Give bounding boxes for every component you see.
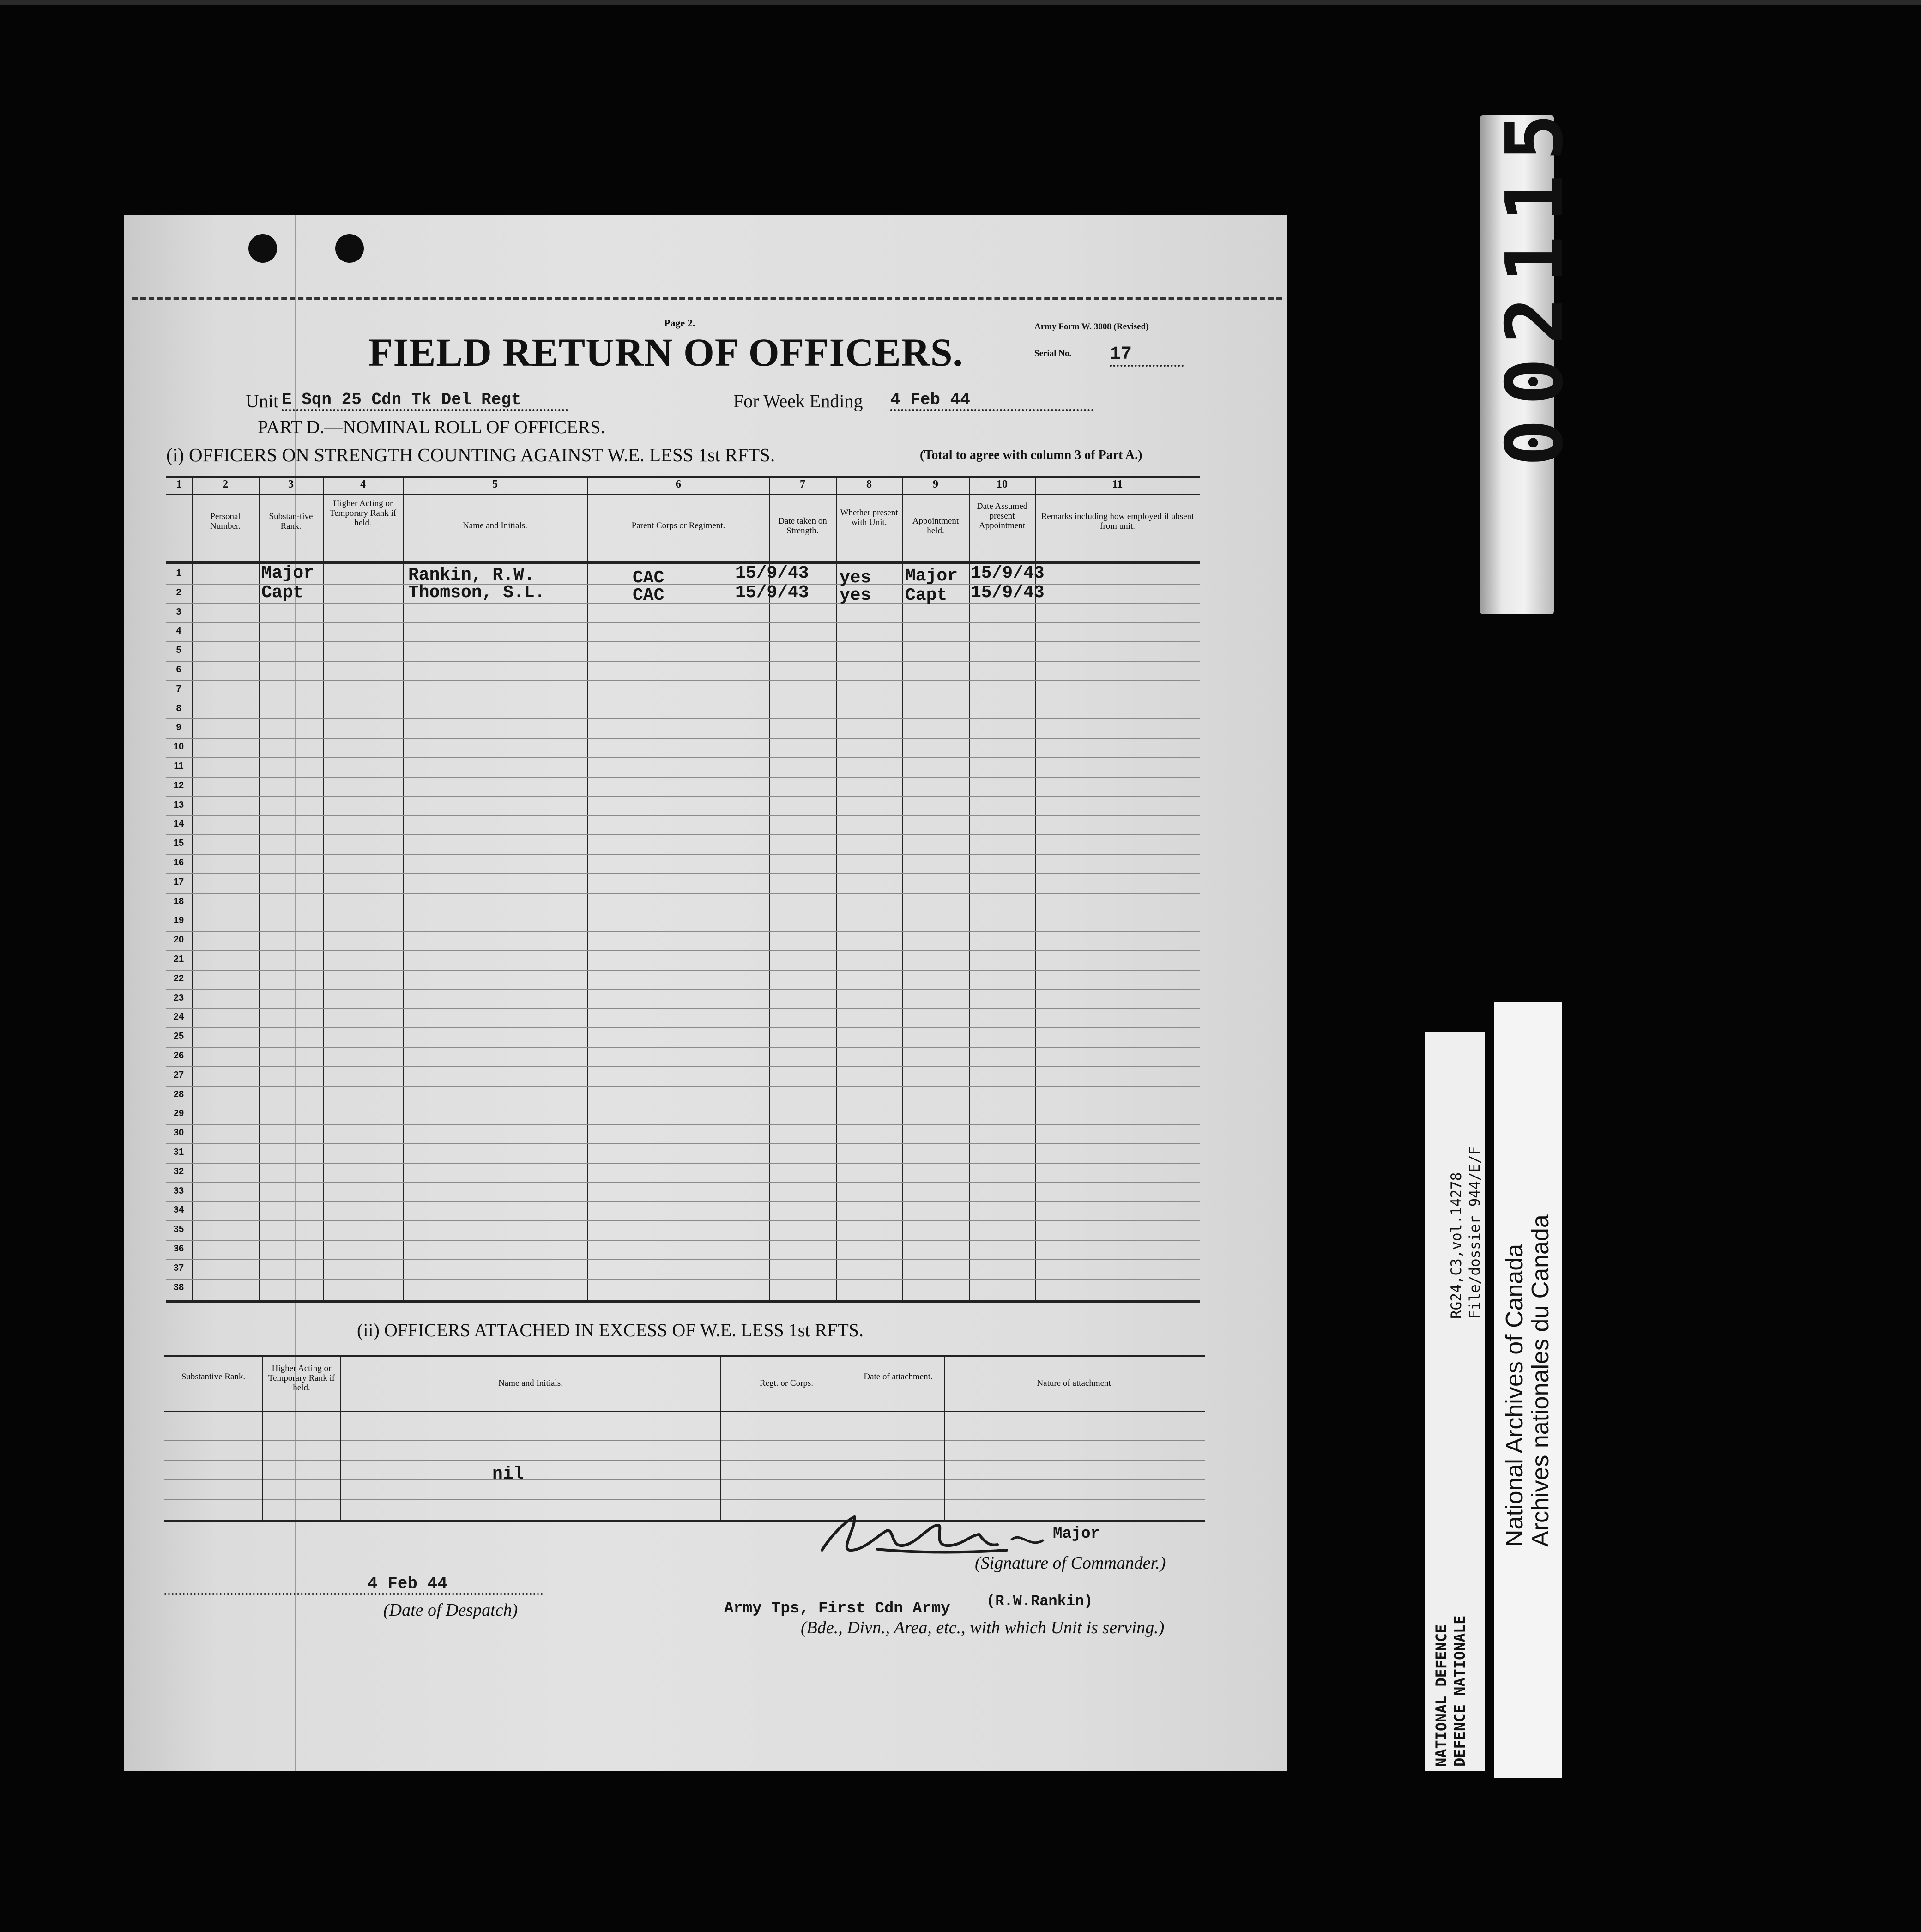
row-number: 7: [176, 683, 181, 694]
row-rule: [166, 815, 1200, 816]
punch-hole: [335, 234, 364, 263]
serial-value: 17: [1110, 344, 1184, 367]
section-i-heading: (i) OFFICERS ON STRENGTH COUNTING AGAINST W.E. LESS 1st RFTS.: [166, 444, 775, 465]
col-number: 10: [997, 478, 1008, 490]
row-number: 11: [174, 761, 184, 771]
col2-header-regt: Regt. or Corps.: [759, 1378, 814, 1388]
army-form-number: Army Form W. 3008 (Revised): [1034, 322, 1149, 332]
form-sheet: [124, 215, 1287, 1771]
formation-value: Army Tps, First Cdn Army: [724, 1600, 950, 1618]
row-number: 23: [173, 992, 184, 1003]
col-header-date-assumed: Date Assumed present Appointment: [976, 501, 1028, 531]
col2-header-name: Name and Initials.: [498, 1378, 563, 1388]
unit-value: E Sqn 25 Cdn Tk Del Regt: [282, 390, 568, 411]
row-number: 16: [173, 857, 184, 868]
row-2-present: yes: [840, 586, 871, 605]
archives-label-strip: [1494, 1002, 1562, 1778]
col-header-present: Whether present with Unit.: [840, 508, 898, 527]
row-2-appointment: Capt: [905, 586, 948, 605]
row-number: 6: [176, 664, 181, 675]
section-ii-heading: (ii) OFFICERS ATTACHED IN EXCESS OF W.E. LESS 1st RFTS.: [357, 1320, 864, 1340]
col-number: 3: [288, 478, 294, 490]
page-number: Page 2.: [664, 317, 695, 329]
row-rule: [166, 989, 1200, 990]
row-rule: [166, 603, 1200, 604]
row-number: 14: [173, 819, 184, 829]
dept-en: NATIONAL DEFENCE: [1432, 1624, 1450, 1767]
row-1-date-taken: 15/9/43: [735, 563, 809, 583]
dept-fr: DEFENCE NATIONALE: [1451, 1615, 1468, 1767]
row-2-date-assumed: 15/9/43: [971, 583, 1045, 603]
row-1-rank: Major: [261, 563, 314, 583]
signer-typed-name: (R.W.Rankin): [986, 1593, 1093, 1610]
row-number: 24: [173, 1012, 184, 1022]
row-number: 36: [173, 1244, 184, 1254]
row-rule: [166, 777, 1200, 778]
row-number: 28: [173, 1089, 184, 1099]
row-number: 31: [173, 1147, 184, 1157]
col-number: 11: [1112, 478, 1123, 490]
col-header-parent-corps: Parent Corps or Regiment.: [631, 521, 725, 531]
col-number: 2: [223, 478, 228, 490]
col-header-name: Name and Initials.: [463, 521, 527, 531]
officers-on-strength-table: [166, 476, 1200, 1302]
row-number: 29: [173, 1108, 184, 1119]
row-2-name: Thomson, S.L.: [408, 583, 545, 603]
row-rule: [166, 1220, 1200, 1221]
col-header-date-taken: Date taken on Strength.: [778, 516, 827, 536]
unit-label: Unit: [246, 391, 279, 411]
row-rule: [166, 854, 1200, 855]
row-rule: [166, 1201, 1200, 1202]
col-number: 4: [360, 478, 366, 490]
row-rule: [166, 641, 1200, 642]
film-edge: [0, 0, 1921, 5]
row-number: 5: [176, 645, 181, 656]
row-1-corps: CAC: [633, 568, 664, 588]
archives-name-fr: Archives nationales du Canada: [1527, 1214, 1554, 1547]
row-rule: [166, 970, 1200, 971]
row-2-corps: CAC: [633, 586, 664, 605]
row-rule: [166, 1027, 1200, 1028]
row-1-date-assumed: 15/9/43: [971, 563, 1045, 583]
row-rule: [166, 718, 1200, 719]
row-number: 22: [173, 973, 184, 984]
row-1-present: yes: [840, 568, 871, 588]
row-rule: [166, 834, 1200, 835]
row-number: 21: [173, 954, 184, 964]
col-number: 9: [933, 478, 938, 490]
row-rule: [166, 584, 1200, 585]
section-ii-entry: nil: [492, 1464, 524, 1484]
row-rule: [166, 1182, 1200, 1183]
row-rule: [166, 1240, 1200, 1241]
punch-hole: [248, 234, 277, 263]
row-rule: [166, 1143, 1200, 1144]
col-header-substantive-rank: Substan-tive Rank.: [269, 512, 313, 531]
row-number: 37: [173, 1262, 184, 1273]
signature-label: (Signature of Commander.): [975, 1553, 1166, 1573]
archives-name-en: National Archives of Canada: [1501, 1244, 1528, 1547]
row-number: 19: [173, 915, 184, 926]
col-header-personal-number: Personal Number.: [210, 512, 241, 531]
row-number: 17: [173, 876, 184, 887]
row-1-name: Rankin, R.W.: [408, 565, 535, 585]
week-ending-label: For Week Ending: [733, 391, 863, 411]
row-rule: [166, 1008, 1200, 1009]
perforation-line: [132, 297, 1282, 300]
row-rule: [166, 1066, 1200, 1067]
col-header-appointment: Appointment held.: [912, 516, 959, 536]
formation-label: (Bde., Divn., Area, etc., with which Unit is serving.): [801, 1618, 1165, 1637]
row-number: 27: [173, 1069, 184, 1080]
row-number: 9: [176, 722, 181, 733]
page-title: FIELD RETURN OF OFFICERS.: [368, 330, 964, 374]
row-number: 20: [173, 935, 184, 945]
row-number: 4: [176, 626, 181, 636]
row-2-rank: Capt: [261, 583, 304, 603]
row-number: 13: [173, 799, 184, 810]
officers-attached-table: [164, 1355, 1205, 1531]
archive-reference: RG24,C3,vol.14278: [1448, 1172, 1465, 1319]
col2-header-date: Date of attachment.: [864, 1372, 933, 1382]
row-rule: [166, 680, 1200, 681]
col-number: 5: [492, 478, 498, 490]
row-number: 32: [173, 1166, 184, 1177]
signature-rank: Major: [1053, 1525, 1100, 1543]
row-rule: [166, 893, 1200, 894]
row-number: 8: [176, 703, 181, 713]
row-number: 10: [173, 742, 184, 752]
row-rule: [166, 1124, 1200, 1125]
despatch-date: 4 Feb 44: [164, 1574, 543, 1595]
row-rule: [166, 1259, 1200, 1260]
row-number: 12: [173, 780, 184, 791]
row-rule: [166, 738, 1200, 739]
row-rule: [166, 1279, 1200, 1280]
row-number: 25: [173, 1031, 184, 1042]
row-rule: [166, 873, 1200, 874]
reference-label-strip: [1425, 1032, 1485, 1771]
section-i-note: (Total to agree with column 3 of Part A.): [920, 448, 1142, 462]
row-rule: [166, 950, 1200, 951]
week-ending-value: 4 Feb 44: [890, 390, 1093, 411]
row-rule: [166, 1047, 1200, 1048]
row-number: 34: [173, 1205, 184, 1215]
row-number: 38: [173, 1282, 184, 1292]
col-number: 6: [676, 478, 681, 490]
col-number: 8: [866, 478, 872, 490]
row-rule: [166, 931, 1200, 932]
col-header-remarks: Remarks including how employed if absent from unit.: [1041, 512, 1194, 531]
row-1-appointment: Major: [905, 566, 958, 586]
row-number: 3: [176, 606, 181, 617]
row-number: 15: [173, 838, 184, 849]
part-heading: PART D.—NOMINAL ROLL OF OFFICERS.: [258, 417, 605, 437]
col-number: 1: [176, 478, 182, 490]
row-rule: [166, 1163, 1200, 1164]
archive-file: File/dossier 944/E/F: [1467, 1146, 1483, 1319]
row-number: 18: [173, 896, 184, 906]
row-number: 2: [176, 587, 181, 598]
row-number: 30: [173, 1128, 184, 1138]
col2-header-higher-rank: Higher Acting or Temporary Rank if held.: [268, 1364, 335, 1393]
row-number: 33: [173, 1185, 184, 1196]
col-number: 7: [800, 478, 805, 490]
row-2-date-taken: 15/9/43: [735, 583, 809, 603]
row-rule: [166, 796, 1200, 797]
frame-number: 002115: [1489, 99, 1581, 466]
col2-header-nature: Nature of attachment.: [1037, 1378, 1113, 1388]
despatch-label: (Date of Despatch): [383, 1600, 518, 1620]
row-number: 1: [176, 568, 181, 578]
row-rule: [166, 661, 1200, 662]
row-rule: [166, 757, 1200, 758]
row-rule: [166, 622, 1200, 623]
row-number: 35: [173, 1224, 184, 1235]
col-header-higher-rank: Higher Acting or Temporary Rank if held.: [329, 499, 397, 528]
serial-label: Serial No.: [1034, 349, 1072, 358]
row-rule: [166, 1086, 1200, 1087]
row-number: 26: [173, 1051, 184, 1061]
col2-header-substantive-rank: Substantive Rank.: [181, 1372, 246, 1382]
